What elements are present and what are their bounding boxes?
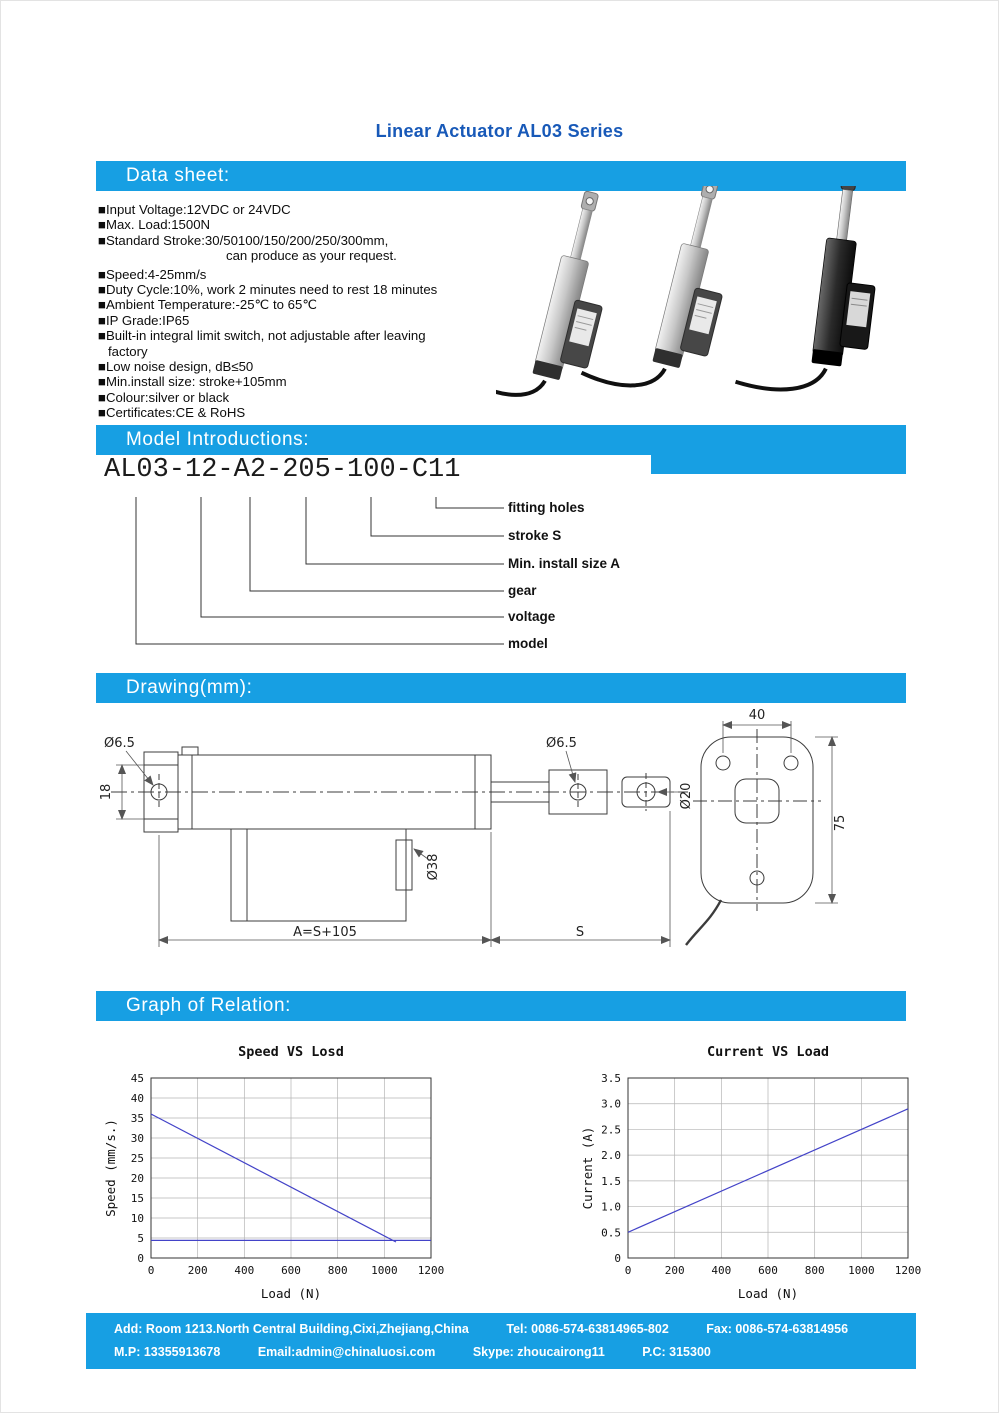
y-axis-label: Speed (mm/s.) xyxy=(103,1119,118,1217)
spec-item: ■Input Voltage:12VDC or 24VDC xyxy=(98,202,291,217)
chart-title: Current VS Load xyxy=(707,1044,829,1060)
y-tick-label: 30 xyxy=(130,1132,144,1145)
x-tick-label: 600 xyxy=(758,1264,778,1277)
speed-vs-load-chart xyxy=(99,1036,471,1308)
y-tick-label: 45 xyxy=(130,1072,144,1085)
technical-drawing-svg xyxy=(96,707,906,992)
x-tick-label: 1200 xyxy=(894,1264,922,1277)
x-tick-label: 1000 xyxy=(371,1264,398,1277)
spec-item-continuation: factory xyxy=(108,343,148,359)
y-tick-label: 1.0 xyxy=(601,1200,621,1214)
footer-fax: Fax: 0086-574-63814956 xyxy=(706,1322,849,1336)
x-tick-label: 200 xyxy=(187,1264,208,1277)
x-tick-label: 200 xyxy=(664,1264,685,1277)
model-label-stroke: stroke S xyxy=(508,528,562,543)
x-tick-label: 400 xyxy=(711,1264,732,1277)
x-tick-label: 400 xyxy=(234,1264,255,1277)
x-tick-label: 800 xyxy=(327,1264,348,1277)
y-tick-label: 25 xyxy=(130,1152,144,1165)
page-title: Linear Actuator AL03 Series xyxy=(375,121,624,141)
x-axis-label: Load (N) xyxy=(260,1286,322,1301)
section-heading-datasheet: Data sheet: xyxy=(126,165,230,186)
spec-item-continuation: can produce as your request. xyxy=(226,248,397,264)
footer-address: Add: Room 1213.North Central Building,Cixi,Zhejiang,China xyxy=(114,1322,469,1336)
spec-item: ■Ambient Temperature:-25℃ to 65℃ xyxy=(98,297,318,313)
x-tick-label: 0 xyxy=(624,1264,632,1277)
footer-postcode: P.C: 315300 xyxy=(642,1345,711,1359)
x-tick-label: 800 xyxy=(804,1264,825,1277)
model-leader-lines xyxy=(96,453,906,671)
spec-item: ■Colour:silver or black xyxy=(98,389,230,405)
actuator-silver-1 xyxy=(496,186,629,412)
spec-item: ■Certificates:CE & RoHS xyxy=(98,405,246,421)
section-banner-drawing xyxy=(96,673,906,703)
model-label-voltage: voltage xyxy=(508,609,556,624)
footer-skype: Skype: zhoucairong11 xyxy=(472,1345,605,1359)
section-heading-model: Model Introductions: xyxy=(126,429,310,450)
current-vs-load-chart xyxy=(576,1036,948,1308)
model-code: AL03-12-A2-205-100-C11 xyxy=(104,455,461,485)
y-tick-label: 2.0 xyxy=(601,1149,621,1163)
footer-line-1 xyxy=(114,1322,882,1336)
footer-mobile: M.P: 13355913678 xyxy=(114,1345,221,1359)
section-heading-drawing: Drawing(mm): xyxy=(126,677,253,698)
model-label-gear: gear xyxy=(508,583,537,598)
y-tick-label: 0 xyxy=(614,1252,621,1265)
y-tick-label: 35 xyxy=(130,1112,144,1125)
current-vs-load-chart-container xyxy=(576,1036,948,1308)
section-heading-graph: Graph of Relation: xyxy=(126,995,291,1016)
dim-bracket-label: 18 xyxy=(99,783,114,801)
spec-item: ■Max. Load:1500N xyxy=(98,217,211,233)
y-tick-label: 3.5 xyxy=(601,1072,621,1085)
footer-contact-bar xyxy=(86,1313,916,1369)
dim-pin-diameter-label: Ø20 xyxy=(679,782,694,810)
y-tick-label: 1.5 xyxy=(601,1174,621,1188)
x-tick-label: 1200 xyxy=(417,1264,445,1277)
spec-item: ■Standard Stroke:30/50100/150/200/250/300mm, xyxy=(98,232,389,248)
actuator-black xyxy=(735,186,888,400)
x-tick-label: 1000 xyxy=(848,1264,875,1277)
x-tick-label: 600 xyxy=(281,1264,301,1277)
y-tick-label: 10 xyxy=(130,1212,144,1225)
y-tick-label: 0.5 xyxy=(601,1226,621,1240)
spec-item: ■Duty Cycle:10%, work 2 minutes need to rest 18 minutes xyxy=(98,282,438,298)
speed-vs-load-chart-container xyxy=(99,1036,471,1308)
dim-motor-diameter-label: Ø38 xyxy=(426,853,441,881)
technical-drawing xyxy=(96,707,906,992)
spec-item: ■Speed:4-25mm/s xyxy=(98,266,207,282)
model-label-fitting-holes: fitting holes xyxy=(508,500,585,515)
model-label-install-size: Min. install size A xyxy=(508,556,621,571)
dim-stroke-label: S xyxy=(575,925,585,940)
y-tick-label: 0 xyxy=(137,1252,144,1265)
x-tick-label: 0 xyxy=(147,1264,155,1277)
y-tick-label: 2.5 xyxy=(601,1123,621,1137)
footer-email: Email:admin@chinaluosi.com xyxy=(257,1345,436,1359)
y-tick-label: 20 xyxy=(130,1172,144,1185)
y-tick-label: 3.0 xyxy=(601,1097,621,1111)
model-label-model: model xyxy=(508,636,548,651)
section-banner-model xyxy=(96,425,906,455)
dim-hole-front-label: Ø6.5 xyxy=(546,736,577,751)
y-tick-label: 40 xyxy=(130,1092,144,1105)
y-axis-label: Current (A) xyxy=(580,1126,595,1210)
y-tick-label: 5 xyxy=(137,1232,144,1245)
section-banner-graph xyxy=(96,991,906,1021)
spec-item: ■IP Grade:IP65 xyxy=(98,312,190,328)
y-tick-label: 15 xyxy=(130,1192,144,1205)
footer-tel: Tel: 0086-574-63814965-802 xyxy=(506,1322,669,1336)
x-axis-label: Load (N) xyxy=(737,1286,799,1301)
spec-item: ■Low noise design, dB≤50 xyxy=(98,359,254,375)
product-photo xyxy=(496,186,966,426)
spec-item: ■Min.install size: stroke+105mm xyxy=(98,374,287,390)
actuator-silver-2 xyxy=(581,186,749,404)
dim-plate-height-label: 75 xyxy=(833,814,848,832)
footer-line-2 xyxy=(114,1345,745,1359)
model-introduction-diagram xyxy=(96,453,906,671)
dim-plate-width-label: 40 xyxy=(748,708,766,723)
chart-title: Speed VS Losd xyxy=(238,1044,344,1060)
spec-item: ■Built-in integral limit switch, not adjustable after leaving xyxy=(98,328,426,344)
dim-hole-left-label: Ø6.5 xyxy=(104,736,135,751)
spec-list xyxy=(98,202,518,421)
dim-install-label: A=S+105 xyxy=(293,925,357,940)
